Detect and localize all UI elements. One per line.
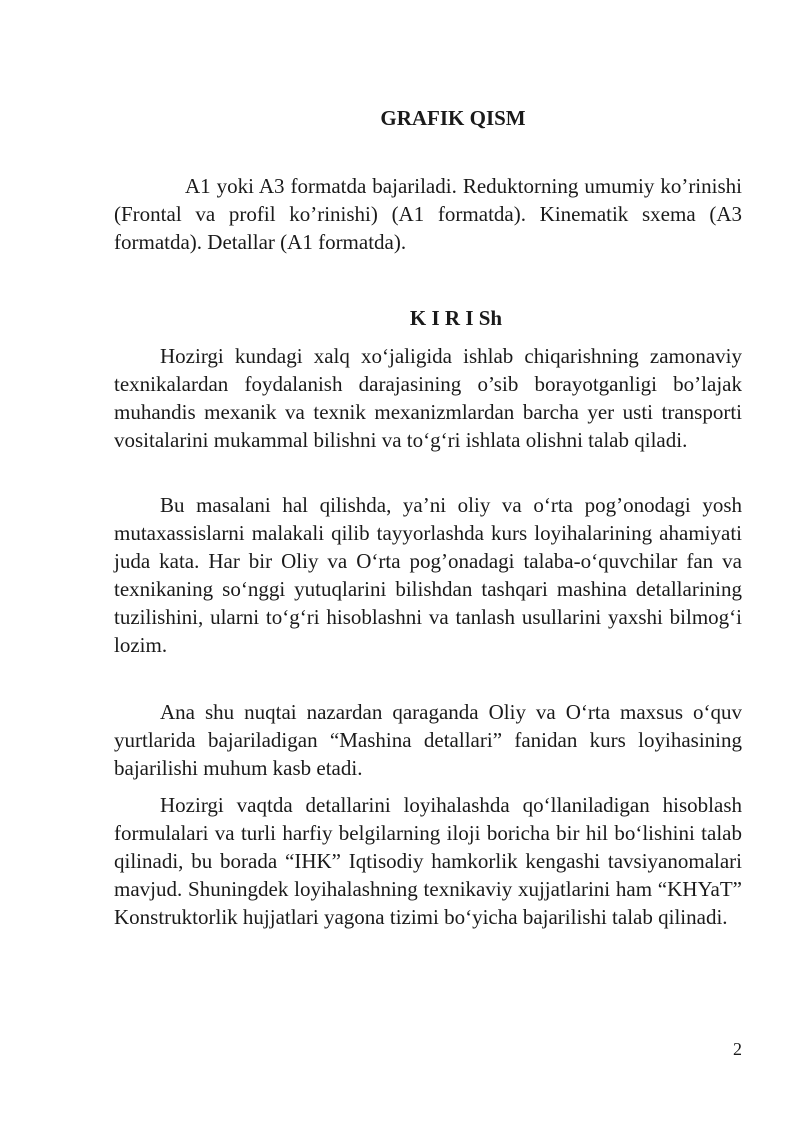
paragraph-kirish-3: Ana shu nuqtai nazardan qaraganda Oliy va O‘rta maxsus o‘quv yurtlarida bajariladigan “Mashina detallari” fanidan kurs loyihasining bajarilishi muhum kasb etadi. — [114, 700, 742, 780]
paragraph-grafik-qism: A1 yoki A3 formatda bajariladi. Reduktorning umumiy ko’rinishi (Frontal va profil ko’rinishi) (A1 formatda). Kinematik sxema (A3 formatda). Detallar (A1 formatda). — [114, 174, 742, 254]
page-number: 2 — [733, 1039, 742, 1059]
paragraph-kirish-4: Hozirgi vaqtda detallarini loyihalashda qo‘llaniladigan hisoblash formulalari va turli harfiy belgilarning iloji boricha bir hil bo‘lishini talab qilinadi, bu borada “IHK” Iqtisodiy hamkorlik kengashi tavsiyanomalari mavjud. Shuningdek loyihalashning texnikaviy xujjatlarini ham “KHYaT” Konstruktorlik hujjatlari yagona tizimi bo‘yicha bajarilishi talab qilinadi. — [114, 793, 742, 929]
section-title-kirish: K I R I Sh — [409, 306, 503, 330]
paragraph-kirish-2: Bu masalani hal qilishda, ya’ni oliy va o‘rta pog’onodagi yosh mutaxassislarni malakali qilib tayyorlashda kurs loyihalarining ahamiyati juda kata. Har bir Oliy va O‘rta pog’onadagi talaba-o‘quvchilar fan va texnikaning so‘nggi yutuqlarini bilishdan tashqari mashina detallarining tuzilishini, ularni to‘g‘ri hisoblashni va tanlash usullarini yaxshi bilmog‘i lozim. — [114, 493, 742, 657]
paragraph-kirish-1: Hozirgi kundagi xalq xo‘jaligida ishlab chiqarishning zamonaviy texnikalardan foydalanish darajasining o’sib borayotganligi bo’lajak muhandis mexanik va texnik mexanizmlardan barcha yer usti transporti vositalarini mukammal bilishni va to‘g‘ri ishlata olishni talab qiladi. — [114, 344, 742, 452]
section-title-grafik-qism: GRAFIK QISM — [380, 106, 526, 130]
